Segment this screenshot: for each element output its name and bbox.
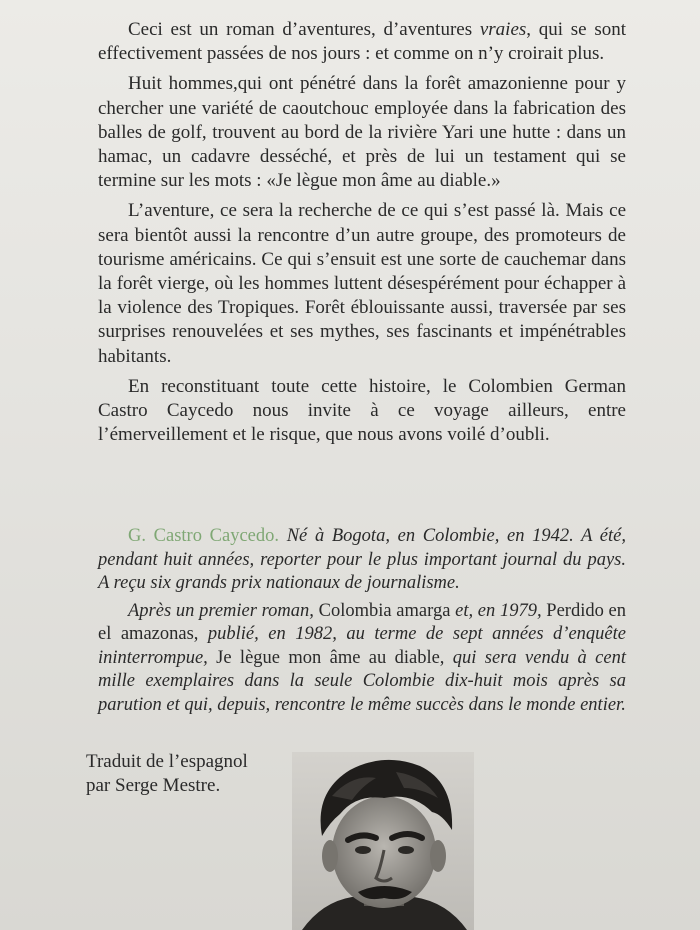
translator-line-2: par Serge Mestre. bbox=[86, 775, 221, 796]
blurb-text: , qui se sont effectivement passées de nos jours : et comme on n’y croirait plus. bbox=[98, 19, 626, 65]
bio-text: et, en 1979, bbox=[450, 600, 547, 621]
blurb-emphasis: vraies bbox=[479, 19, 527, 40]
blurb-paragraph-2: Huit hommes,qui ont pénétré dans la forêt amazonienne pour y chercher une variété de caoutchouc employée dans la fabrication des balles de golf, trouvent au bord de la rivière Yari une hutte : dans un hamac, un cadavre desséché, et près de lui un testament qui se termine sur les mots : «Je lègue mon âme au diable.» bbox=[98, 73, 626, 192]
blurb-paragraph-4: En reconstituant toute cette histoire, le Colombien German Castro Caycedo nous invite à ce voyage ailleurs, entre l’émerveillement et le risque, que nous avons voilé d’oubli. bbox=[98, 375, 626, 446]
blurb-paragraph-3: L’aventure, ce sera la recherche de ce qui s’est passé là. Mais ce sera bientôt aussi la rencontre d’un autre groupe, des promoteurs de tourisme américains. Ce qui s’ensuit est une sorte de cauchemar dans la forêt vierge, où les hommes luttent désespérément pour échapper à la violence des Tropiques. Forêt éblouissante aussi, traversée par ses surprises renouvelées et ses mythes, ses fascinants et impénétrables habitants. bbox=[98, 200, 626, 367]
book-title: Je lègue mon âme au diable, bbox=[216, 647, 445, 668]
bio-text: qui sera vendu à cent mille exemplaires dans la seule Colombie dix-huit mois après sa parution et qui, depuis, rencontre le même succès dans le monde entier. bbox=[98, 647, 626, 715]
blurb-text: Ceci est un roman d’aventures, d’aventures bbox=[128, 19, 480, 40]
bio-text: Après un premier roman, bbox=[128, 600, 319, 621]
bio-paragraph-1 bbox=[98, 525, 626, 596]
bio-text: publié, en 1982, au terme de sept années d’enquête ininterrompue, bbox=[98, 624, 626, 668]
bio-paragraph-2 bbox=[98, 600, 626, 718]
blurb-paragraph-1 bbox=[98, 18, 626, 66]
author-portrait-icon bbox=[292, 752, 474, 930]
author-name: G. Castro Caycedo. bbox=[128, 526, 280, 546]
book-title: Perdido en el amazonas, bbox=[98, 600, 627, 644]
book-title: Colombia amarga bbox=[318, 600, 451, 621]
author-bio bbox=[98, 525, 626, 717]
bio-text: Né à Bogota, en Colombie, en 1942. A été, pendant huit années, reporter pour le plus important journal du pays. A reçu six grands prix nationaux de journalisme. bbox=[98, 526, 626, 593]
translator-credit bbox=[86, 750, 286, 798]
translator-line-1: Traduit de l’espagnol bbox=[86, 751, 248, 772]
author-photo bbox=[292, 752, 474, 930]
blurb bbox=[98, 18, 626, 447]
